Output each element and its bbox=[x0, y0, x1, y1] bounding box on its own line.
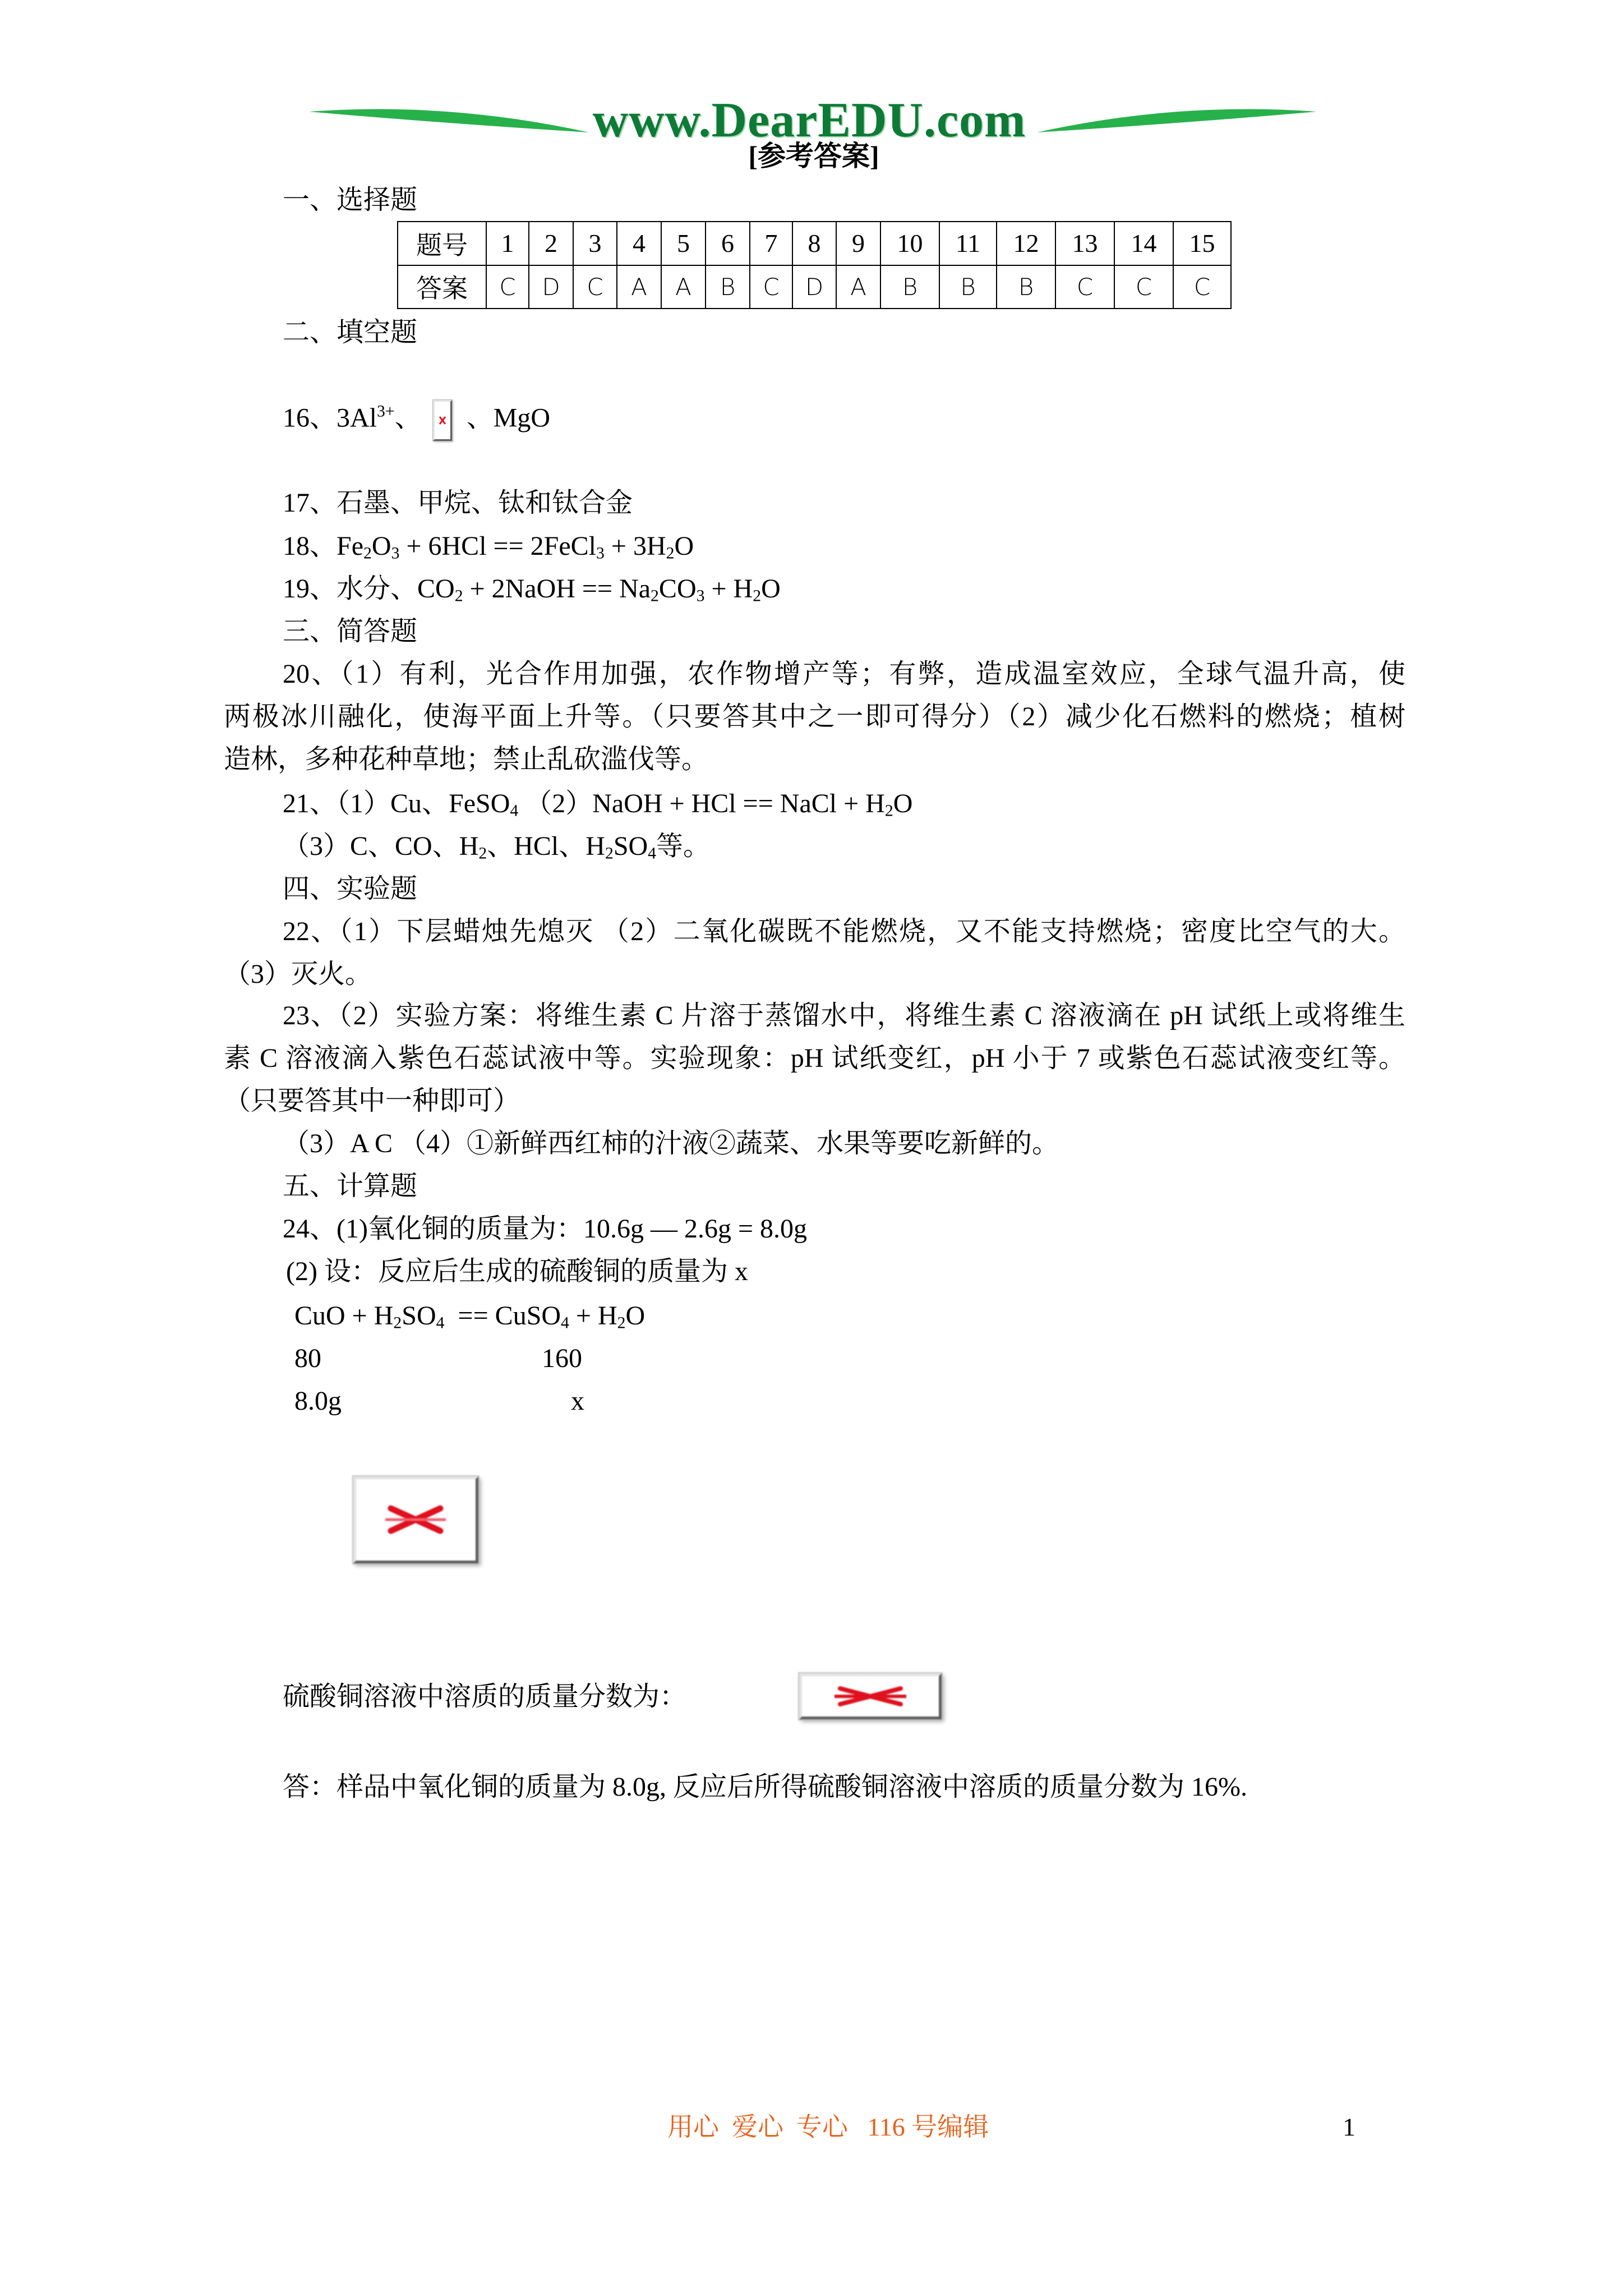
question-number-cell: 2 bbox=[529, 222, 573, 265]
answer-cell: A bbox=[617, 265, 661, 309]
question-number-cell: 3 bbox=[573, 222, 617, 265]
text-run: 、MgO bbox=[459, 403, 551, 433]
subscript: 3 bbox=[596, 544, 605, 563]
answer-cell: C bbox=[750, 265, 792, 309]
text-run: O bbox=[371, 531, 391, 561]
answer-cell: A bbox=[661, 265, 706, 309]
subscript: 2 bbox=[454, 586, 463, 605]
answer-cell: B bbox=[880, 265, 939, 309]
section-heading-choice: 一、选择题 bbox=[283, 185, 418, 215]
text-run: O bbox=[625, 1301, 645, 1331]
question-number-cell: 15 bbox=[1173, 222, 1231, 265]
subscript: 2 bbox=[651, 586, 659, 605]
section-heading-short-answer: 三、简答题 bbox=[283, 616, 418, 646]
answer-cell: C bbox=[1055, 265, 1114, 309]
right-swoosh bbox=[1037, 109, 1317, 132]
subscript: 3 bbox=[696, 586, 705, 605]
broken-image-icon bbox=[353, 1476, 478, 1563]
answer-23-line: 23、（2）实验方案：将维生素 C 片溶于蒸馏水中，将维生素 C 溶液滴在 pH 试纸上或将维生 bbox=[283, 1001, 1405, 1030]
answer-23-line: 素 C 溶液滴入紫色石蕊试液中等。实验现象：pH 试纸变红，pH 小于 7 或紫色石蕊试液变红等。 bbox=[224, 1043, 1405, 1073]
table-row-answers bbox=[398, 265, 1231, 309]
footer-editor-note: 用心 爱心 专心 116 号编辑 bbox=[667, 2113, 989, 2141]
subscript: 2 bbox=[363, 544, 372, 563]
question-number-cell: 1 bbox=[486, 222, 529, 265]
text-run: CuO + H bbox=[294, 1301, 394, 1331]
subscript: 2 bbox=[478, 844, 487, 863]
subscript: 2 bbox=[884, 801, 893, 820]
red-x-mark bbox=[356, 1479, 476, 1561]
answer-cell: D bbox=[792, 265, 836, 309]
reaction-equation bbox=[294, 1299, 645, 1333]
answer-cell: B bbox=[706, 265, 750, 309]
answer-16 bbox=[283, 400, 550, 441]
red-x-mark bbox=[802, 1676, 939, 1717]
section-heading-fill-blank: 二、填空题 bbox=[283, 318, 418, 347]
text-run: SO bbox=[613, 831, 648, 861]
text-run: 21、（1）Cu、FeSO bbox=[283, 789, 510, 818]
question-number-cell: 13 bbox=[1055, 222, 1114, 265]
answer-24-part2: (2) 设：反应后生成的硫酸铜的质量为 x bbox=[286, 1257, 748, 1286]
text-run: 、 bbox=[394, 403, 422, 433]
text-run: SO bbox=[402, 1301, 436, 1331]
subscript: 2 bbox=[666, 544, 675, 563]
text-run: O bbox=[674, 531, 694, 561]
text-run: == CuSO bbox=[444, 1301, 561, 1331]
mass-cuo: 8.0g bbox=[294, 1386, 342, 1416]
section-heading-calculation: 五、计算题 bbox=[283, 1171, 418, 1201]
question-number-cell: 8 bbox=[792, 222, 836, 265]
answer-cell: B bbox=[939, 265, 997, 309]
answer-19 bbox=[283, 572, 781, 606]
row-label-answer: 答案 bbox=[398, 265, 486, 309]
mass-cuso4-unknown: x bbox=[571, 1386, 584, 1416]
text-run: + H bbox=[569, 1301, 617, 1331]
subscript: 4 bbox=[436, 1313, 445, 1332]
question-number-cell: 12 bbox=[997, 222, 1055, 265]
question-number-cell: 7 bbox=[750, 222, 792, 265]
table-row-question-numbers bbox=[398, 222, 1231, 265]
text-run: CO bbox=[658, 574, 697, 604]
question-number-cell: 10 bbox=[880, 222, 939, 265]
answer-21-line bbox=[283, 830, 710, 863]
text-run: 19、水分、CO bbox=[283, 574, 455, 604]
answer-18 bbox=[283, 530, 694, 563]
answer-22-line: （3）灭火。 bbox=[224, 959, 372, 989]
answer-24-part1: 24、(1)氧化铜的质量为：10.6g — 2.6g = 8.0g bbox=[283, 1214, 808, 1244]
molar-mass-cuo: 80 bbox=[294, 1343, 321, 1373]
answer-20-line: 造林，多种花种草地；禁止乱砍滥伐等。 bbox=[224, 744, 709, 774]
page-title: [参考答案] bbox=[748, 140, 879, 172]
answer-20-line: 两极冰川融化，使海平面上升等。（只要答其中之一即可得分）（2）减少化石燃料的燃烧；植树 bbox=[224, 702, 1405, 731]
subscript: 3 bbox=[391, 544, 400, 563]
page-number: 1 bbox=[1343, 2113, 1355, 2141]
text-run: + 3H bbox=[604, 531, 666, 561]
answer-cell: C bbox=[1114, 265, 1173, 309]
answer-cell: C bbox=[486, 265, 529, 309]
text-run: （2）NaOH + HCl == NaCl + H bbox=[518, 789, 885, 818]
text-run: + 2NaOH == Na bbox=[463, 574, 651, 604]
answer-cell: B bbox=[997, 265, 1055, 309]
question-number-cell: 14 bbox=[1114, 222, 1173, 265]
final-answer: 答：样品中氧化铜的质量为 8.0g, 反应后所得硫酸铜溶液中溶质的质量分数为 16%. bbox=[283, 1772, 1247, 1802]
answer-21-line bbox=[283, 787, 912, 821]
answer-23-line: （3）A C （4）①新鲜西红柿的汁液②蔬菜、水果等要吃新鲜的。 bbox=[283, 1129, 1059, 1158]
question-number-cell: 6 bbox=[706, 222, 750, 265]
text-run: 18、Fe bbox=[283, 531, 364, 561]
text-run: 16、3Al bbox=[283, 403, 377, 433]
text-run: O bbox=[761, 574, 781, 604]
answer-23-line: （只要答其中一种即可） bbox=[224, 1086, 520, 1116]
text-run: + H bbox=[704, 574, 753, 604]
mass-fraction-label: 硫酸铜溶液中溶质的质量分数为： bbox=[283, 1682, 687, 1711]
molar-mass-cuso4: 160 bbox=[542, 1343, 582, 1373]
text-run: + 6HCl == 2FeCl bbox=[399, 531, 597, 561]
text-run: （3）C、CO、H bbox=[283, 831, 479, 861]
text-run: 等。 bbox=[656, 831, 711, 861]
question-number-cell: 4 bbox=[617, 222, 661, 265]
superscript: 3+ bbox=[377, 402, 395, 421]
site-url-title: www.DearEDU.com bbox=[592, 93, 1026, 148]
left-swoosh bbox=[309, 109, 589, 132]
text-run: 、HCl、H bbox=[487, 831, 605, 861]
answer-17: 17、石墨、甲烷、钛和钛合金 bbox=[283, 488, 633, 518]
answer-22-line: 22、（1）下层蜡烛先熄灭 （2）二氧化碳既不能燃烧，又不能支持燃烧；密度比空气的大。 bbox=[283, 917, 1405, 946]
choice-answer-table bbox=[397, 221, 1232, 309]
section-heading-experiment: 四、实验题 bbox=[283, 874, 418, 904]
broken-image-icon bbox=[799, 1673, 942, 1719]
answer-cell: A bbox=[836, 265, 880, 309]
subscript: 2 bbox=[393, 1313, 402, 1332]
question-number-cell: 11 bbox=[939, 222, 997, 265]
answer-20-line: 20、（1）有利，光合作用加强，农作物增产等；有弊，造成温室效应，全球气温升高，使 bbox=[283, 659, 1405, 689]
subscript: 2 bbox=[617, 1313, 626, 1332]
broken-image-icon bbox=[433, 400, 452, 441]
answer-cell: C bbox=[573, 265, 617, 309]
subscript: 4 bbox=[648, 844, 657, 863]
row-label-question-number: 题号 bbox=[398, 222, 486, 265]
subscript: 2 bbox=[753, 586, 762, 605]
question-number-cell: 5 bbox=[661, 222, 706, 265]
subscript: 2 bbox=[605, 844, 614, 863]
subscript: 4 bbox=[510, 801, 519, 820]
question-number-cell: 9 bbox=[836, 222, 880, 265]
text-run: O bbox=[893, 789, 913, 818]
answer-cell: C bbox=[1173, 265, 1231, 309]
subscript: 4 bbox=[561, 1313, 569, 1332]
answer-cell: D bbox=[529, 265, 573, 309]
